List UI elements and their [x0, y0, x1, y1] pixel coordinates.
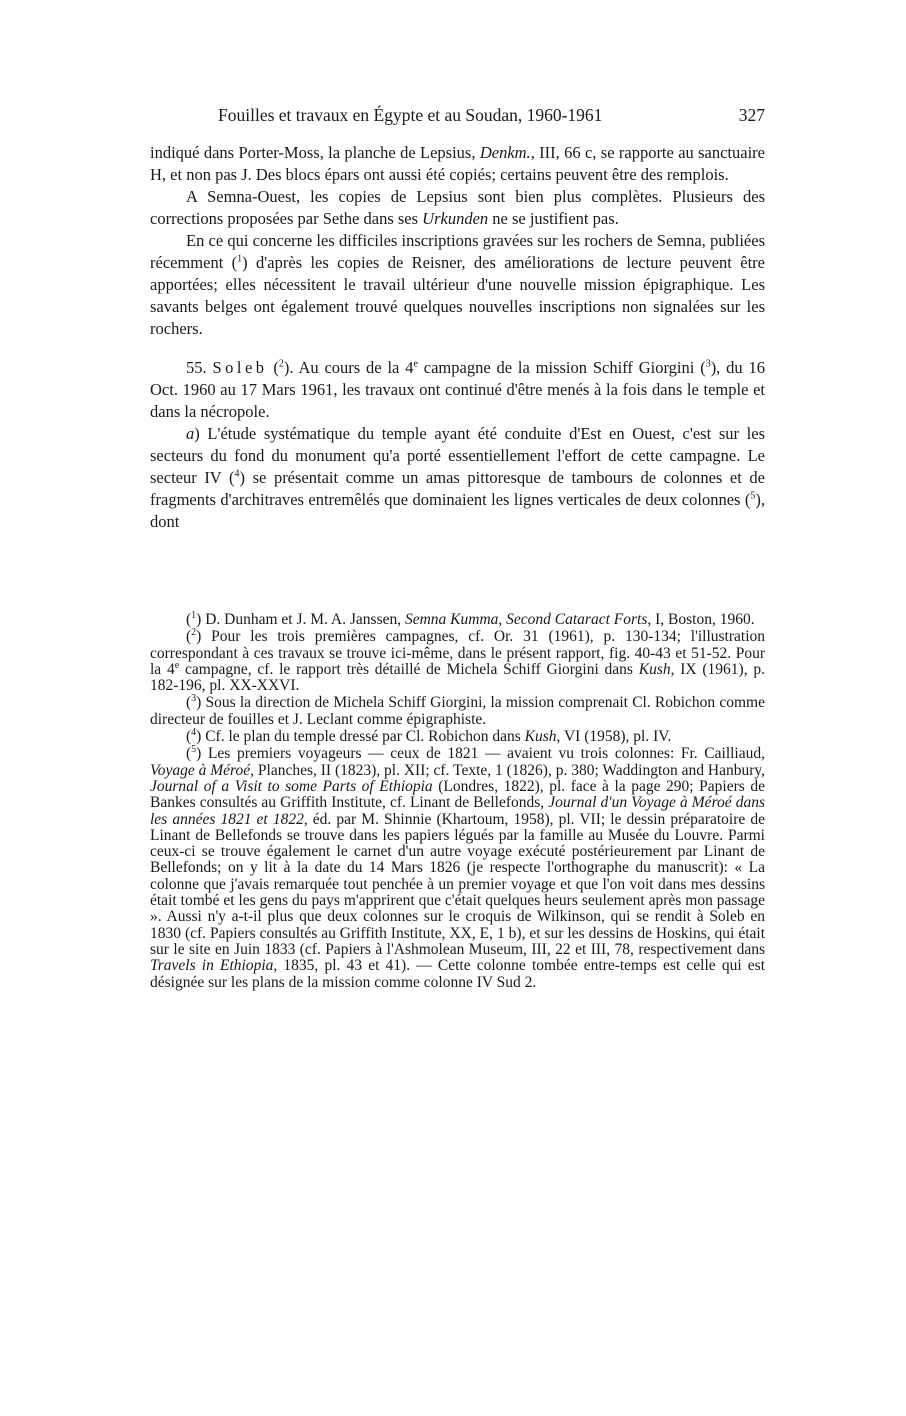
footnote-1: ($^1$) D. Dunham et J. M. A. Janssen, Semna Kumma, Second Cataract Forts, I, Boston, 1960.	[186, 609, 755, 628]
running-title: Fouilles et travaux en Égypte et au Soudan, 1960-1961	[218, 105, 603, 125]
text-run: indiqué dans Porter-Moss, la planche de Lepsius,	[150, 143, 480, 162]
text-run: ) Les premiers voyageurs — ceux de 1821 — avaient vu trois colonnes: Fr. Cailliaud,	[196, 745, 765, 763]
text-run: ), dont	[150, 490, 765, 531]
italic-citation: Journal d'un Voyage à Méroé dans les années 1821 et 1822	[150, 794, 765, 828]
footnote-4: ($^4$) Cf. le plan du temple dressé par Cl. Robichon dans Kush, VI (1958), pl. IV.	[186, 726, 672, 746]
italic-citation: Semna Kumma, Second Cataract Forts	[404, 611, 648, 628]
ordinal-suffix: e	[413, 358, 418, 370]
text-run: A Semna-Ouest, les copies de Lepsius sont bien plus complètes. Plusieurs des corrections proposées par Sethe dans ses	[150, 187, 765, 228]
text-run: ) Pour les trois premières campagnes, cf. Or. 31 (1961), p. 130-134; l'illustration correspondant à ces travaux se trouve ici-même, dans le présent rapport, fig. 40-43 et 51-52. Pour la 4	[150, 628, 765, 678]
text-run: (	[267, 358, 279, 377]
footnote-3: ($^3$) Sous la direction de Michela Schiff Giorgini, la mission comprenait Cl. Robichon comme directeur de fouilles et J. Leclant comme épigraphiste.	[150, 693, 765, 728]
footnote-number: 2	[191, 627, 197, 639]
text-run: ) D. Dunham et J. M. A. Janssen,	[196, 611, 405, 628]
footnote-number: 4	[191, 726, 197, 738]
footnote-ref: 4	[234, 468, 240, 480]
text-run: , Planches, II (1823), pl. XII; cf. Texte, 1 (1826), p. 380; Waddington and Hanbury,	[250, 761, 765, 779]
text-run: ) Sous la direction de Michela Schiff Giorgini, la mission comprenait Cl. Robichon comme directeur de fouilles et J. Leclant comme épigraphiste.	[150, 694, 765, 728]
footnote-ref: 2	[278, 358, 284, 370]
text-run: , éd. par M. Shinnie (Khartoum, 1958), pl. VII; le dessin préparatoire de Linant de Bellefonds se trouve dans les papiers légués par la famille au Musée du Louvre. Parmi ceux-ci se trouve également le carnet d'un autre voyage exécuté postérieurement par Linant de Bellefonds; on y lit à la date du 14 Mars 1826 (je respecte l'orthographe du manuscrit): « La colonne que j'avais remarquée tout penchée à un premier voyage et que l'on voit dans mes dessins était tombé et les gens du pays m'apprirent que c'était quelques heurs seulement après mon passage ». Aussi n'y a-t-il plus que deux colonnes sur le croquis de Wilkinson, qui se rendit à Soleb en 1830 (cf. Papiers consultés au Griffith Institute, XX, E, 1 b), et sur les dessins de Hoskins, qui était sur le site en Juin 1833 (cf. Papiers à l'Ashmolean Museum, III, 22 et III, 78, respectivement dans	[150, 810, 765, 958]
italic-citation: Kush	[524, 728, 557, 746]
footnote-number: 5	[191, 744, 197, 756]
main-text	[150, 142, 765, 533]
list-marker: a	[186, 424, 195, 443]
text-run: campagne de la mission Schiff Giorgini (	[417, 358, 706, 377]
footnote-ref: 1	[237, 253, 243, 265]
text-run: ) Cf. le plan du temple dressé par Cl. Robichon dans	[196, 728, 525, 746]
footnote-number: 3	[191, 693, 197, 705]
footnote-ref: 5	[750, 490, 756, 502]
text-run: ), du 16 Oct. 1960 au 17 Mars 1961, les travaux ont continué d'être menés à la fois dans le temple et dans la nécropole.	[150, 358, 765, 421]
text-run: ) se présentait comme un amas pittoresque de tambours de colonnes et de fragments d'architraves entremêlés que dominaient les lignes verticales de deux colonnes (	[150, 468, 765, 509]
section-heading-soleb: Soleb	[212, 358, 268, 377]
text-run: ). Au cours de la 4	[283, 358, 414, 377]
text-run: ) L'étude systématique du temple ayant été conduite d'Est en Ouest, c'est sur les secteurs du fond du monument qu'a porté essentiellement l'effort de cette campagne. Le secteur IV (	[150, 424, 765, 487]
text-run: En ce qui concerne les difficiles inscriptions gravées sur les rochers de Semna, publiées récemment (	[150, 231, 765, 272]
text-run: , III, 66 c, se rapporte au sanctuaire H, et non pas J. Des blocs épars ont aussi été copiés; certains peuvent être des remplois.	[150, 143, 765, 184]
paragraph-5	[150, 423, 765, 533]
italic-citation: Denkm.	[479, 143, 531, 162]
text-run: , VI (1958), pl. IV.	[556, 728, 672, 746]
text-run: ne se justifient pas.	[488, 209, 619, 228]
text-run: , IX (1961), p. 182-196, pl. XX-XXVI.	[150, 660, 765, 695]
text-run: ) d'après les copies de Reisner, des améliorations de lecture peuvent être apportées; elles nécessitent le travail ultérieur d'une nouvelle mission épigraphique. Les savants belges ont également trouvé quelques nouvelles inscriptions non signalées sur les rochers.	[150, 253, 765, 338]
paragraph-1	[150, 142, 765, 186]
italic-citation: Voyage à Méroé	[150, 761, 251, 779]
footnote-2: ($^2$) Pour les trois premières campagnes, cf. Or. 31 (1961), p. 130-134; l'illustration correspondant à ces travaux se trouve ici-même, dans le présent rapport, fig. 40-43 et 51-52. Pour la 4e campagne, cf. le rapport très détaillé de Michela Schiff Giorgini dans Kush, IX (1961), p. 182-196, pl. XX-XXVI.	[150, 627, 765, 695]
paragraph-2	[150, 186, 765, 230]
text-run: , I, Boston, 1960.	[647, 611, 755, 628]
section-number: 55.	[186, 358, 213, 377]
text-run: (Londres, 1822), pl. face à la page 290; Papiers de Bankes consultés au Griffith Institute, cf. Linant de Bellefonds,	[150, 777, 765, 812]
italic-citation: Kush	[638, 660, 671, 678]
text-run: , 1835, pl. 43 et 41). — Cette colonne tombée entre-temps est celle qui est désignée sur les plans de la mission comme colonne IV Sud 2.	[150, 957, 765, 991]
footnote-5: ($^5$) Les premiers voyageurs — ceux de 1821 — avaient vu trois colonnes: Fr. Cailliaud, Voyage à Méroé, Planches, II (1823), pl. XII; cf. Texte, 1 (1826), p. 380; Waddington and Hanbury, Journal of a Visit to some Parts of Ethiopia (Londres, 1822), pl. face à la page 290; Papiers de Bankes consultés au Griffith Institute, cf. Linant de Bellefonds, Journal d'un Voyage à Méroé dans les années 1821 et 1822, éd. par M. Shinnie (Khartoum, 1958), pl. VII; le dessin préparatoire de Linant de Bellefonds se trouve dans les papiers légués par la famille au Musée du Louvre. Parmi ceux-ci se trouve également le carnet d'un autre voyage exécuté postérieurement par Linant de Bellefonds; on y lit à la date du 14 Mars 1826 (je respecte l'orthographe du manuscrit): « La colonne que j'avais remarquée tout penchée à un premier voyage et que l'on voit dans mes dessins était tombé et les gens du pays m'apprirent que c'était quelques heurs seulement après mon passage ». Aussi n'y a-t-il plus que deux colonnes sur le croquis de Wilkinson, qui se rendit à Soleb en 1830 (cf. Papiers consultés au Griffith Institute, XX, E, 1 b), et sur les dessins de Hoskins, qui était sur le site en Juin 1833 (cf. Papiers à l'Ashmolean Museum, III, 22 et III, 78, respectivement dans Travels in Ethiopia, 1835, pl. 43 et 41). — Cette colonne tombée entre-temps est celle qui est désignée sur les plans de la mission comme colonne IV Sud 2.	[150, 744, 765, 991]
paragraph-section-55	[150, 357, 765, 423]
italic-citation: Urkunden	[422, 209, 489, 228]
page-number: 327	[738, 105, 765, 125]
paragraph-3	[150, 230, 765, 340]
footnotes	[150, 609, 765, 991]
text-run: campagne, cf. le rapport très détaillé de Michela Schiff Giorgini dans	[179, 660, 639, 678]
footnote-ref: 3	[705, 358, 711, 370]
italic-citation: Travels in Ethiopia	[150, 957, 274, 975]
italic-citation: Journal of a Visit to some Parts of Ethiopia	[150, 777, 433, 795]
ordinal-suffix: e	[174, 659, 180, 671]
footnote-number: 1	[191, 609, 197, 621]
